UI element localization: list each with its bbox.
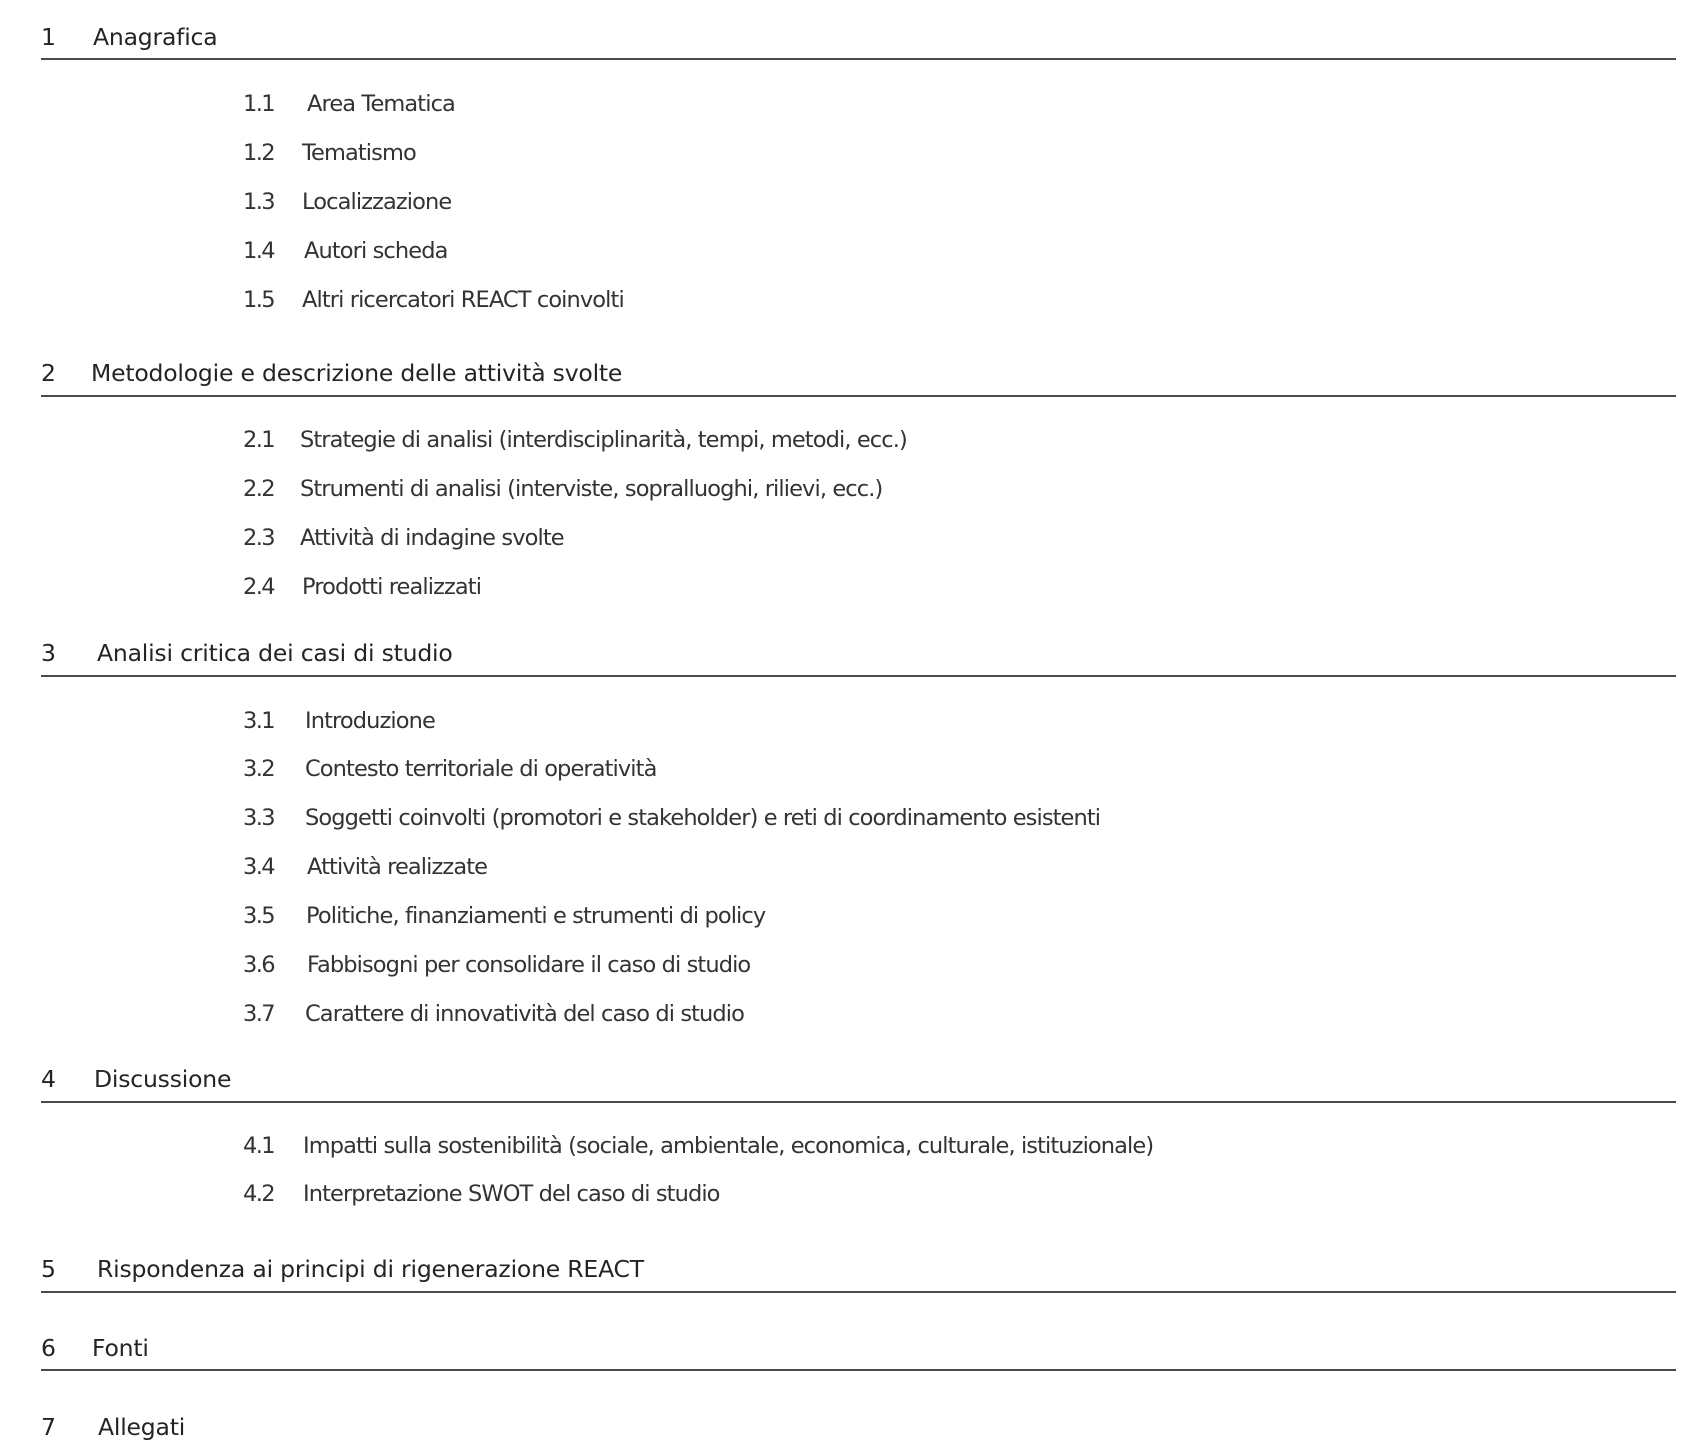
section-divider [41, 58, 1676, 60]
section-title: Discussione [94, 1065, 232, 1093]
item-number: 3.7 [243, 1001, 274, 1027]
item-label: Localizzazione [302, 189, 452, 215]
section-heading-1 [41, 22, 1676, 52]
item-number: 2.2 [243, 476, 274, 502]
item-number: 3.1 [243, 708, 274, 734]
section-number: 2 [41, 359, 56, 387]
section-divider [41, 395, 1676, 397]
item-number: 3.4 [243, 854, 274, 880]
item-label: Tematismo [302, 140, 416, 166]
section-heading-2 [41, 358, 1676, 388]
item-label: Strategie di analisi (interdisciplinarità, tempi, metodi, ecc.) [300, 427, 907, 453]
item-label: Area Tematica [307, 91, 455, 117]
item-label: Carattere di innovatività del caso di studio [305, 1001, 745, 1027]
section-title: Analisi critica dei casi di studio [97, 639, 453, 667]
item-label: Strumenti di analisi (interviste, sopralluoghi, rilievi, ecc.) [300, 476, 883, 502]
item-number: 4.2 [243, 1181, 274, 1207]
section-title: Metodologie e descrizione delle attività svolte [91, 359, 623, 387]
item-label: Attività di indagine svolte [300, 525, 564, 551]
section-number: 4 [41, 1065, 56, 1093]
item-number: 2.3 [243, 525, 274, 551]
item-number: 1.5 [243, 287, 274, 313]
section-divider [41, 1291, 1676, 1293]
section-number: 6 [41, 1334, 56, 1362]
item-label: Introduzione [305, 708, 435, 734]
section-heading-5 [41, 1254, 1676, 1284]
item-number: 1.1 [243, 91, 274, 117]
section-title: Allegati [98, 1413, 186, 1441]
item-number: 2.1 [243, 427, 274, 453]
item-label: Impatti sulla sostenibilità (sociale, ambientale, economica, culturale, istituzionale) [303, 1133, 1154, 1159]
section-title: Fonti [92, 1334, 149, 1362]
item-label: Soggetti coinvolti (promotori e stakeholder) e reti di coordinamento esistenti [305, 805, 1101, 831]
item-number: 3.2 [243, 756, 274, 782]
item-number: 1.3 [243, 189, 274, 215]
section-heading-7 [41, 1412, 1676, 1442]
item-label: Contesto territoriale di operatività [305, 756, 657, 782]
item-label: Fabbisogni per consolidare il caso di studio [307, 952, 751, 978]
item-label: Altri ricercatori REACT coinvolti [302, 287, 624, 313]
item-label: Prodotti realizzati [302, 574, 482, 600]
item-number: 1.2 [243, 140, 274, 166]
item-label: Politiche, finanziamenti e strumenti di policy [306, 903, 766, 929]
item-label: Autori scheda [304, 238, 448, 264]
section-heading-6 [41, 1333, 1676, 1363]
section-title: Rispondenza ai principi di rigenerazione REACT [97, 1255, 644, 1283]
item-number: 3.3 [243, 805, 274, 831]
section-heading-3 [41, 638, 1676, 668]
item-number: 4.1 [243, 1133, 274, 1159]
item-number: 1.4 [243, 238, 274, 264]
item-number: 3.5 [243, 903, 274, 929]
section-divider [41, 1101, 1676, 1103]
section-number: 7 [41, 1413, 56, 1441]
item-label: Interpretazione SWOT del caso di studio [303, 1181, 720, 1207]
section-heading-4 [41, 1064, 1676, 1094]
section-number: 3 [41, 639, 56, 667]
section-divider [41, 675, 1676, 677]
section-divider [41, 1369, 1676, 1371]
section-number: 5 [41, 1255, 56, 1283]
section-number: 1 [41, 23, 56, 51]
item-number: 3.6 [243, 952, 274, 978]
item-number: 2.4 [243, 574, 274, 600]
item-label: Attività realizzate [307, 854, 488, 880]
section-title: Anagrafica [93, 23, 218, 51]
